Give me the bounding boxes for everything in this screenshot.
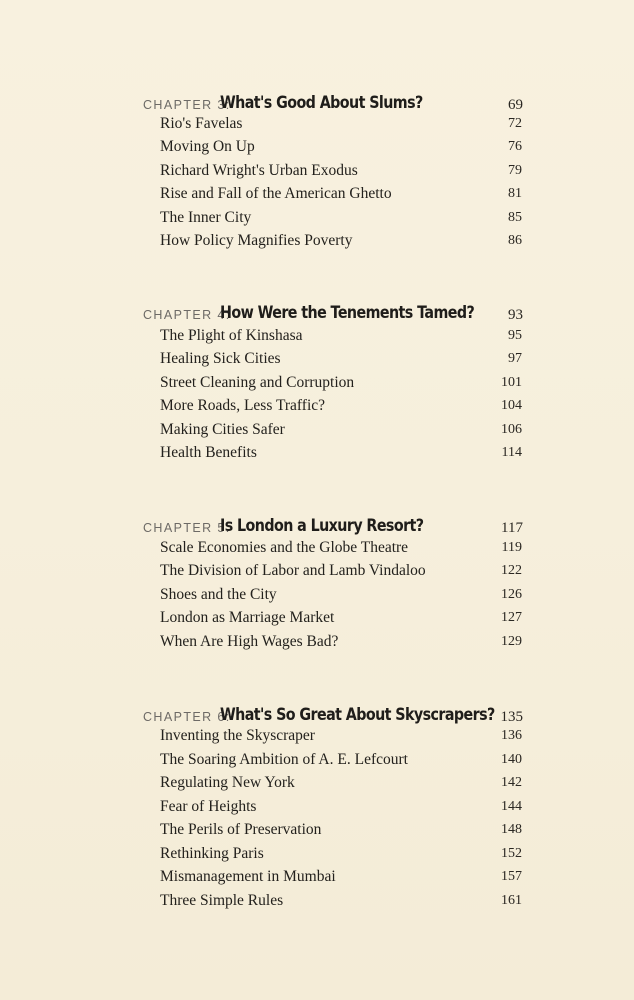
section-title: Street Cleaning and Corruption <box>160 374 355 391</box>
section-page-number: 119 <box>501 540 522 555</box>
section-page-number: 140 <box>501 752 522 767</box>
chapter-heading <box>143 511 523 535</box>
toc-entry <box>160 845 522 867</box>
section-page-number: 127 <box>501 610 522 625</box>
chapter-page-number: 135 <box>500 709 523 725</box>
section-page-number: 76 <box>508 139 522 154</box>
toc-entry <box>160 892 522 914</box>
toc-entry <box>160 444 522 466</box>
section-page-number: 129 <box>501 634 522 649</box>
chapter-title: How Were the Tenements Tamed? <box>220 303 475 323</box>
toc-entry <box>160 138 522 160</box>
section-page-number: 101 <box>501 375 522 390</box>
chapter-page-number: 93 <box>508 307 523 323</box>
toc-entry <box>160 209 522 231</box>
section-title: Health Benefits <box>160 444 257 461</box>
section-page-number: 106 <box>501 422 522 437</box>
toc-entry <box>160 421 522 443</box>
chapter-page-number: 69 <box>508 97 523 113</box>
toc-entry <box>160 586 522 608</box>
toc-entry <box>160 539 522 561</box>
toc-entry <box>160 821 522 843</box>
toc-entry <box>160 633 522 655</box>
toc-entry <box>160 562 522 584</box>
section-title: Fear of Heights <box>160 798 257 815</box>
section-page-number: 122 <box>501 563 522 578</box>
section-title: The Perils of Preservation <box>160 821 322 838</box>
section-page-number: 86 <box>508 233 522 248</box>
section-title: London as Marriage Market <box>160 609 335 626</box>
section-page-number: 85 <box>508 210 522 225</box>
toc-entry <box>160 350 522 372</box>
toc-entry <box>160 232 522 254</box>
section-title: The Division of Labor and Lamb Vindaloo <box>160 562 426 579</box>
section-page-number: 97 <box>508 351 522 366</box>
section-title: Rise and Fall of the American Ghetto <box>160 185 392 202</box>
toc-entry <box>160 374 522 396</box>
section-title: The Inner City <box>160 209 252 226</box>
section-title: How Policy Magnifies Poverty <box>160 232 353 249</box>
toc-entry <box>160 397 522 419</box>
section-page-number: 144 <box>501 799 522 814</box>
section-title: Rethinking Paris <box>160 845 264 862</box>
chapter-label: CHAPTER 6: <box>143 710 231 724</box>
chapter-title: What's Good About Slums? <box>220 93 423 113</box>
section-page-number: 142 <box>501 775 522 790</box>
section-title: Richard Wright's Urban Exodus <box>160 162 358 179</box>
section-page-number: 126 <box>501 587 522 602</box>
chapter-label: CHAPTER 5: <box>143 521 231 535</box>
chapter-heading <box>143 88 523 112</box>
chapter-page-number: 117 <box>501 520 523 536</box>
section-title: Scale Economies and the Globe Theatre <box>160 539 409 556</box>
section-page-number: 161 <box>501 893 522 908</box>
toc-entry <box>160 185 522 207</box>
section-page-number: 114 <box>501 445 522 460</box>
section-page-number: 152 <box>501 846 522 861</box>
section-title: When Are High Wages Bad? <box>160 633 339 650</box>
section-title: Mismanagement in Mumbai <box>160 868 336 885</box>
section-title: Three Simple Rules <box>160 892 284 909</box>
section-title: Inventing the Skyscraper <box>160 727 315 744</box>
section-title: Healing Sick Cities <box>160 350 281 367</box>
chapter-heading <box>143 700 523 724</box>
section-title: Rio's Favelas <box>160 115 243 132</box>
toc-entry <box>160 868 522 890</box>
toc-entry <box>160 327 522 349</box>
section-title: More Roads, Less Traffic? <box>160 397 326 414</box>
toc-entry <box>160 727 522 749</box>
section-title: Making Cities Safer <box>160 421 285 438</box>
chapter-label: CHAPTER 4: <box>143 308 231 322</box>
section-page-number: 136 <box>501 728 522 743</box>
section-title: The Plight of Kinshasa <box>160 327 303 344</box>
section-page-number: 72 <box>508 116 522 131</box>
toc-entry <box>160 774 522 796</box>
section-page-number: 104 <box>501 398 522 413</box>
section-page-number: 95 <box>508 328 522 343</box>
toc-entry <box>160 115 522 137</box>
section-title: Regulating New York <box>160 774 295 791</box>
section-page-number: 148 <box>501 822 522 837</box>
toc-entry <box>160 609 522 631</box>
section-page-number: 79 <box>508 163 522 178</box>
toc-entry <box>160 751 522 773</box>
section-title: The Soaring Ambition of A. E. Lefcourt <box>160 751 408 768</box>
toc-entry <box>160 162 522 184</box>
section-title: Shoes and the City <box>160 586 277 603</box>
section-page-number: 157 <box>501 869 522 884</box>
chapter-title: Is London a Luxury Resort? <box>220 516 424 536</box>
chapter-title: What's So Great About Skyscrapers? <box>220 705 495 725</box>
section-page-number: 81 <box>508 186 522 201</box>
chapter-heading <box>143 298 523 322</box>
chapter-label: CHAPTER 3: <box>143 98 231 112</box>
section-title: Moving On Up <box>160 138 255 155</box>
toc-entry <box>160 798 522 820</box>
